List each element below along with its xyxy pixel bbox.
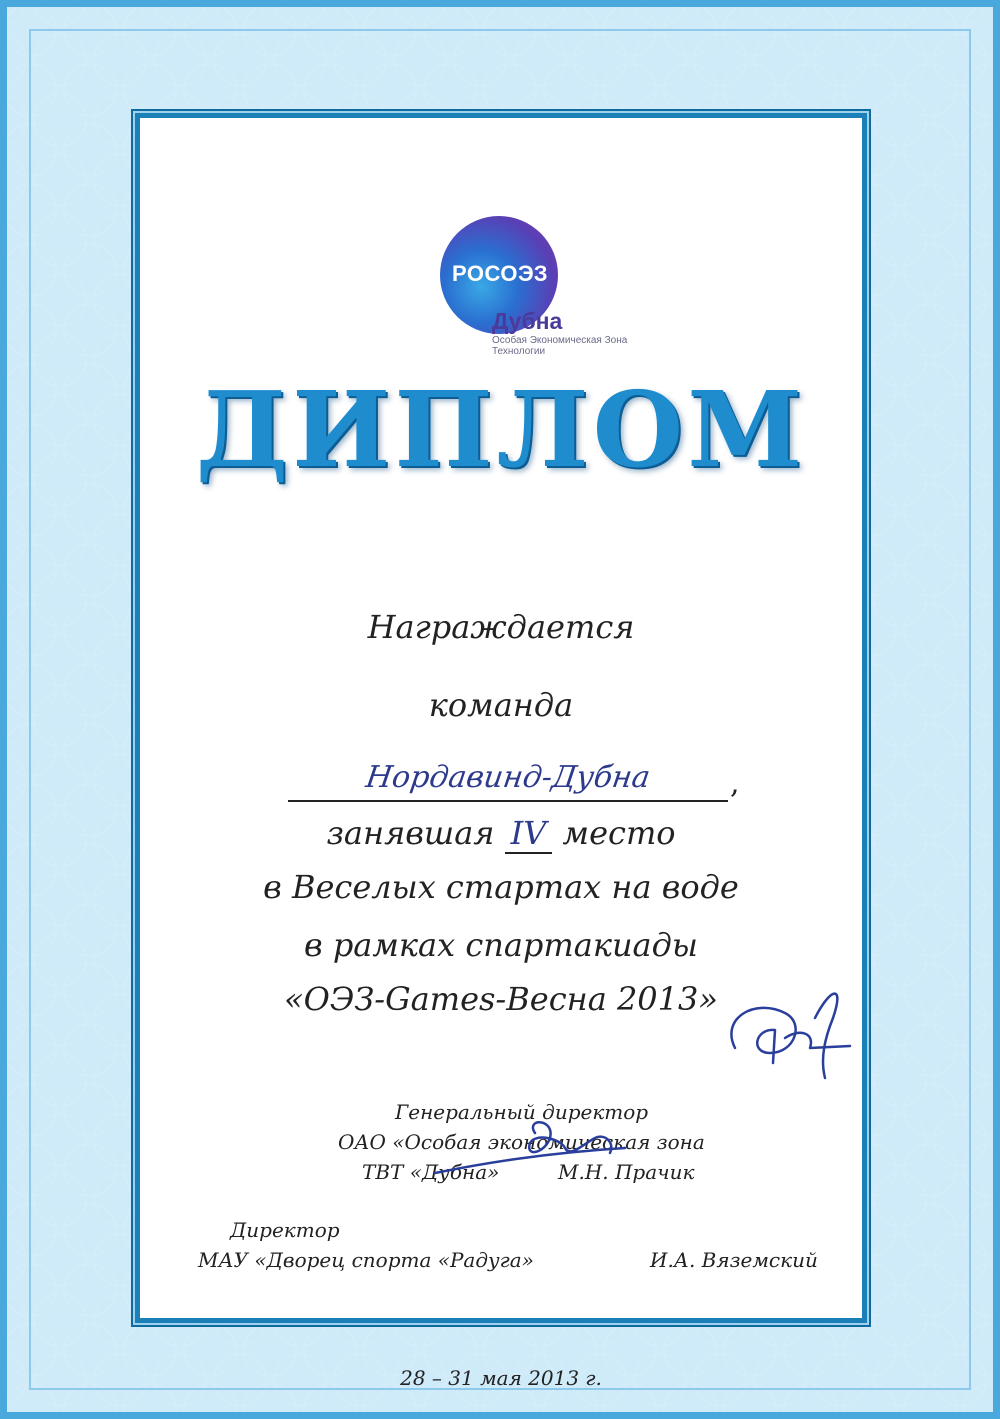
team-name-comma: , xyxy=(730,766,740,801)
event-line-2: в рамках спартакиады xyxy=(304,926,698,964)
second-signatory-title: Директор xyxy=(230,1218,340,1242)
first-signatory-org-line2: ТВТ «Дубна» xyxy=(362,1160,500,1184)
team-word: команда xyxy=(428,686,574,724)
first-signature-mark xyxy=(715,978,855,1088)
place-line xyxy=(140,814,862,854)
place-suffix: место xyxy=(562,814,676,852)
event-line-3: «ОЭЗ-Games-Весна 2013» xyxy=(284,980,718,1018)
rosoez-logo xyxy=(440,216,680,366)
first-signatory-title: Генеральный директор xyxy=(395,1100,649,1124)
place-prefix: занявшая xyxy=(326,814,495,852)
logo-city-text: Дубна xyxy=(492,308,563,334)
logo-subtitle-line2: Технологии xyxy=(492,346,546,357)
logo-subtitle-line1: Особая Экономическая Зона xyxy=(492,335,628,346)
second-signatory-name: И.А. Вяземский xyxy=(650,1248,818,1272)
team-name-field xyxy=(288,758,728,802)
diploma-date: 28 – 31 мая 2013 г. xyxy=(400,1366,602,1390)
first-signatory-org-line1: ОАО «Особая экономическая зона xyxy=(338,1130,705,1154)
first-signatory-name: М.Н. Прачик xyxy=(558,1160,695,1184)
event-line-1: в Веселых стартах на воде xyxy=(263,868,739,906)
second-signature-mark xyxy=(425,1113,655,1183)
logo-org-text: РОСОЭЗ xyxy=(452,261,549,286)
diploma-content-area xyxy=(140,118,862,1390)
logo-subtitle xyxy=(492,335,692,357)
team-name-handwritten: Нордавинд-Дубна xyxy=(363,760,653,795)
diploma-title: ДИПЛОМ xyxy=(195,368,807,491)
second-signatory-org: МАУ «Дворец спорта «Радуга» xyxy=(198,1248,534,1272)
awarded-text: Награждается xyxy=(367,608,635,646)
place-number: IV xyxy=(505,814,553,854)
